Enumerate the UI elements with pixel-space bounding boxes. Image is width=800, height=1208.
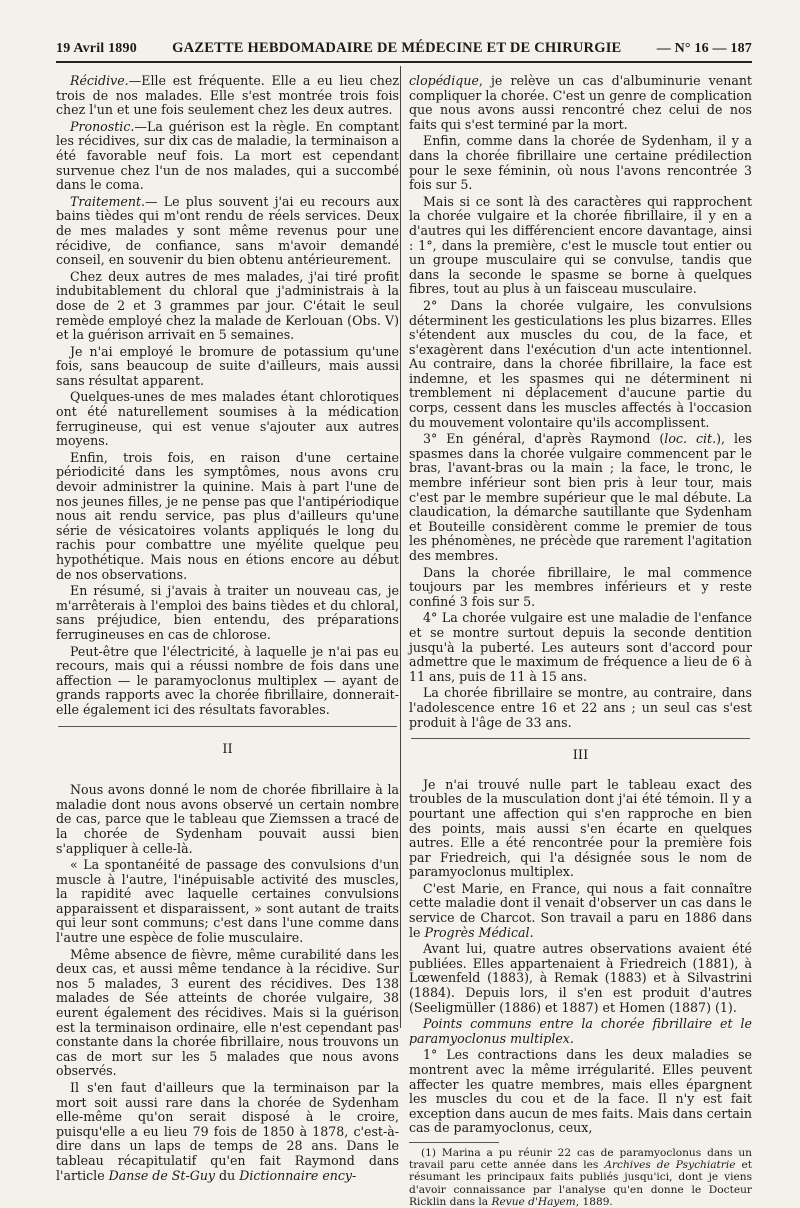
text-traitement: — Le plus souvent j'ai eu recours aux bains tièdes qui m'ont rendu de réels services. Deux de mes malades y sont même revenus pour une récidive, de confiance, sans m'avoir demandé conseil, en souvenir du bien obtenu antérieurement. — [56, 193, 399, 268]
paragraph: La chorée fibrillaire se montre, au contraire, dans l'adolescence entre 16 et 22 ans ; un seul cas s'est produit à l'âge de 33 ans. — [409, 685, 752, 730]
text: C'est Marie, en France, qui nous a fait connaître cette maladie dont il venait d'observer un cas dans le service de Charcot. Son travail a paru en 1886 dans le — [409, 880, 752, 940]
paragraph: Quelques-unes de mes malades étant chlorotiques ont été naturellement soumises à la médication ferrugineuse, qui est venue s'ajouter aux autres moyens. — [56, 389, 399, 449]
paragraph: Avant lui, quatre autres observations avaient été publiées. Elles appartenaient à Friedreich (1881), à Lœwenfeld (1883), à Remak (1883) et à Silvastrini (1884). Depuis lors, il s'en est produit d'autres (Seeligmüller (1886) et 1887) et Homen (1887) (1). — [409, 941, 752, 1015]
right-column — [409, 74, 752, 1208]
text: , 1889. — [575, 1195, 613, 1208]
heading-pronostic: Pronostic. — [70, 118, 135, 134]
left-column — [56, 74, 399, 1185]
text: 3° En général, d'après Raymond ( — [423, 431, 665, 447]
paragraph: Enfin, comme dans la chorée de Sydenham, il y a dans la chorée fibrillaire une certaine prédilection pour le sexe féminin, où nous l'avons rencontrée 3 fois sur 5. — [409, 133, 752, 193]
paragraph: Dans la chorée fibrillaire, le mal commence toujours par les membres inférieurs et y reste confiné 3 fois sur 5. — [409, 564, 752, 609]
header-rule — [56, 61, 752, 63]
text: du — [215, 1167, 240, 1183]
subheading-points-communs: Points communs entre la chorée fibrillaire et le paramyoclonus multiplex. — [409, 1016, 752, 1046]
column-divider — [400, 66, 401, 1028]
text: et résumant les principaux faits publiés jusqu'ici, dont je viens d'avoir connaissance par l'analyse qu'en donne le Docteur Ricklin dans la — [409, 1159, 752, 1208]
paragraph: Nous avons donné le nom de chorée fibrillaire à la maladie dont nous avons observé un certain nombre de cas, parce que le tableau que Ziemssen a tracé de la chorée de Sydenham pouvait aussi bien s'appliquer à celle-là. — [56, 782, 399, 856]
text-italic: Progrès Médical — [424, 924, 530, 940]
paragraph — [409, 882, 752, 940]
text: ), les spasmes dans la chorée vulgaire commencent par le bras, l'avant-bras ou la main ; la face, le tronc, le membre inférieur sont bien pris à leur tour, mais c'est par le membre supérieur que le mal débute. La claudication, la démarche sautillante que Sydenham et Bouteille considèrent comme le premier de tous les phénomènes, ne précède que rarement l'agitation des membres. — [409, 431, 752, 563]
header-journal-title: GAZETTE HEBDOMADAIRE DE MÉDECINE ET DE CHIRURGIE — [172, 40, 622, 56]
heading-recidive: Récidive. — [70, 73, 129, 88]
text-italic: Archives de Psychiatrie — [604, 1159, 736, 1172]
paragraph — [56, 1081, 399, 1183]
paragraph — [409, 74, 752, 132]
text-pronostic: —La guérison est la règle. En comptant les récidives, sur dix cas de maladie, la terminaison a été favorable neuf fois. La mort est cependant survenue chez l'un de nos malades, qui a succombé dans le coma. — [56, 118, 399, 193]
paragraph-recidive — [56, 74, 399, 118]
paragraph: En résumé, si j'avais à traiter un nouveau cas, je m'arrêterais à l'emploi des bains tièdes et du chloral, sans préjudice, bien entendu, des préparations ferrugineuses en cas de chlorose. — [56, 583, 399, 642]
text-italic: Dictionnaire ency- — [239, 1167, 357, 1183]
section-heading-ii: II — [222, 741, 233, 757]
running-header — [56, 40, 752, 57]
text-italic: loc. cit. — [664, 431, 717, 447]
paragraph-pronostic — [56, 120, 399, 193]
paragraph: 2° Dans la chorée vulgaire, les convulsions déterminent les gesticulations les plus bizarres. Elles s'étendent aux muscles du cou, de la face, et s'exagèrent dans l'exécution d'un acte intentionnel. Au contraire, dans la chorée fibrillaire, la face est indemne, et les spasmes qui ne déterminent ni tremblement ni déplacement d'aucune partie du corps, cessent dans les muscles affectés à l'occasion du mouvement volontaire qu'ils accomplissent. — [409, 297, 752, 430]
paragraph: Peut-être que l'électricité, à laquelle je n'ai pas eu recours, mais qui a réussi nombre de fois dans une affection — le paramyoclonus multiplex — ayant de grands rapports avec la chorée fibrillaire, donnerait-elle également ici des résultats favorables. — [56, 643, 399, 717]
text: , je relève un cas d'albuminurie venant compliquer la chorée. C'est un genre de complication que nous avons aussi rencontré chez celui de nos faits qui s'est terminé par la mort. — [409, 73, 752, 132]
footnote-rule — [409, 1142, 499, 1143]
paragraph: Enfin, trois fois, en raison d'une certaine périodicité dans les symptômes, nous avons cru devoir administrer la quinine. Mais à part l'une de nos jeunes filles, je ne pense pas que l'antipériodique nous ait rendu service, pas plus d'ailleurs qu'une série de vésicatoires volants appliqués le long du rachis pour combattre une myélite quelque peu hypothétique. Mais nous en étions encore au début de nos observations. — [56, 449, 399, 582]
text-italic: Revue d'Hayem — [491, 1195, 576, 1208]
paragraph: Mais si ce sont là des caractères qui rapprochent la chorée vulgaire et la chorée fibrillaire, il y en a d'autres qui les différencient encore davantage, ainsi : 1°, dans la première, c'est le muscle tout entier ou un groupe musculaire qui se convulse, tandis que dans la seconde le spasme se borne à quelques fibres, tout au plus à un faisceau musculaire. — [409, 193, 752, 297]
text-recidive: —Elle est fréquente. Elle a eu lieu chez trois de nos malades. Elle s'est montrée trois fois chez l'un et une fois seulement chez les deux autres. — [56, 73, 399, 118]
paragraph — [409, 432, 752, 563]
paragraph-quote: « La spontanéité de passage des convulsions d'un muscle à l'autre, l'inépuisable activité des muscles, la rapidité avec laquelle certaines convulsions apparaissent et disparaissent, » sont autant de traits qui leur sont communs; c'est dans l'une comme dans l'autre une espèce de folie musculaire. — [56, 857, 399, 946]
text: . — [529, 924, 534, 940]
paragraph: Je n'ai trouvé nulle part le tableau exact des troubles de la musculation dont j'ai été témoin. Il y a pourtant une affection qui s'en rapproche en bien des points, mais aussi s'en écarte en quelques autres. Elle a été rencontrée pour la première fois par Friedreich, qui l'a désignée sous le nom de paramyoclonus multiplex. — [409, 776, 752, 880]
header-page-number: — N° 16 — 187 — [656, 41, 752, 56]
section-rule — [58, 726, 397, 727]
text: (1) Marina a pu réunir 22 cas de paramyoclonus dans un travail paru cette année dans les — [409, 1146, 752, 1172]
text-italic: clopédique — [409, 73, 479, 88]
paragraph: 1° Les contractions dans les deux maladies se montrent avec la même irrégularité. Elles peuvent affecter les quatre membres, mais elles épargnent les muscles du cou et de la face. Il n'y est fait exception dans aucun de mes faits. Mais dans certain cas de paramyoclonus, ceux, — [409, 1047, 752, 1136]
paragraph: Chez deux autres de mes malades, j'ai tiré profit indubitablement du chloral que j'administrais à la dose de 2 et 3 grammes par jour. C'était le seul remède employé chez la malade de Kerlouan (Obs. V) et la guérison arrivait en 5 semaines. — [56, 268, 399, 343]
text: Il s'en faut d'ailleurs que la terminaison par la mort soit aussi rare dans la chorée de Sydenham elle-même qu'on serait disposé à le croire, puisqu'elle a eu lieu 79 fois de 1850 à 1878, c'est-à-dire dans un laps de temps de 28 ans. Dans le tableau récapitulatif qu'en fait Raymond dans l'article — [56, 1080, 399, 1183]
paragraph-traitement — [56, 195, 399, 268]
heading-traitement: Traitement. — [70, 193, 146, 209]
section-heading-iii: III — [572, 748, 589, 764]
section-rule — [411, 738, 750, 739]
text-italic: Danse de St-Guy — [108, 1167, 216, 1183]
footnote — [409, 1147, 752, 1208]
paragraph: Je n'ai employé le bromure de potassium qu'une fois, sans beaucoup de suite d'ailleurs, mais aussi sans résultat apparent. — [56, 343, 399, 388]
paragraph: 4° La chorée vulgaire est une maladie de l'enfance et se montre surtout depuis la seconde dentition jusqu'à la puberté. Les auteurs sont d'accord pour admettre que le maximum de fréquence a lieu de 6 à 11 ans, puis de 11 à 15 ans. — [409, 610, 752, 684]
header-date: 19 Avril 1890 — [56, 41, 137, 56]
paragraph: Même absence de fièvre, même curabilité dans les deux cas, et aussi même tendance à la récidive. Sur nos 5 malades, 3 eurent des récidives. Des 138 malades de Sée atteints de chorée vulgaire, 38 eurent également des récidives. Mais si la guérison est la terminaison ordinaire, elle n'est cependant pas constante dans la chorée fibrillaire, nous trouvons un cas de mort sur les 5 malades que nous avons observés. — [56, 946, 399, 1079]
